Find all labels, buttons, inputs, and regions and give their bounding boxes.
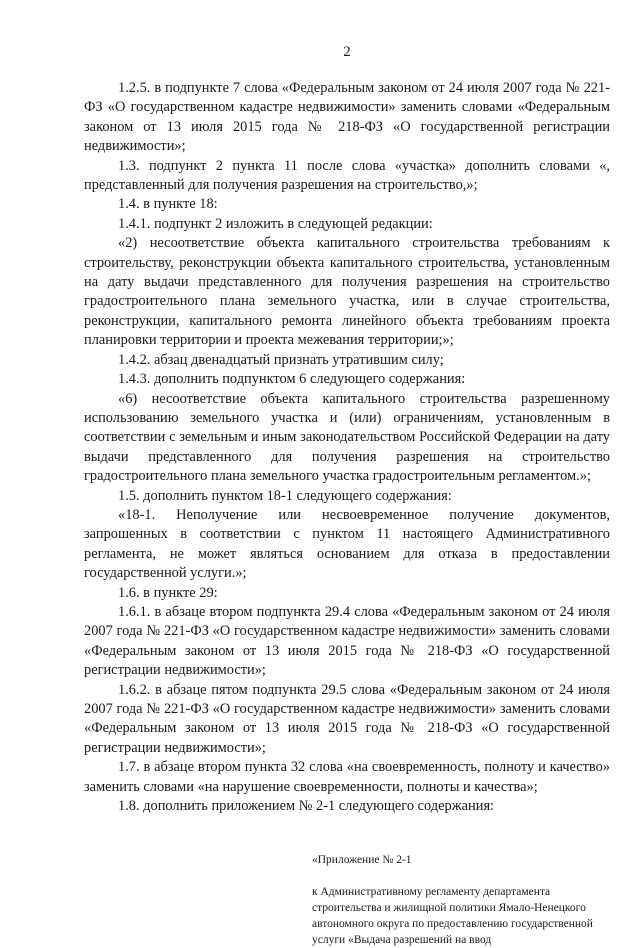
paragraph-1-8: 1.8. дополнить приложением № 2-1 следующего содержания: [118,798,495,815]
paragraph-1-6: 1.6. в пункте 29: [118,584,218,601]
appendix-title: «Приложение № 2-1 [312,854,412,867]
paragraph-1-5: 1.5. дополнить пунктом 18-1 следующего содержания: [118,487,452,504]
paragraph-1-4-3: 1.4.3. дополнить подпунктом 6 следующего содержания: [118,371,466,388]
page-number: 2 [343,44,351,60]
paragraph-quote-2: «2) несоответствие объекта капитального строительства требованиям к строительству, реконструкции объекта капитального строительства, установленным на дату выдачи представленного для получения разрешения на строительство градостроительного плана земельного участка, или в случае строительства, реконструкции, капитального ремонта линейного объекта требованиям проекта планировки территории и проекта межевания территории;»; [84,235,610,349]
paragraph-1-4-2: 1.4.2. абзац двенадцатый признать утратившим силу; [118,351,444,368]
appendix-block [312,852,610,948]
paragraph-1-2-5: 1.2.5. в подпункте 7 слова «Федеральным законом от 24 июля 2007 года № 221-ФЗ «О государственном кадастре недвижимости» заменить словами «Федеральным законом от 13 июля 2015 года № 218-ФЗ «О государственной регистрации недвижимости»; [84,80,610,155]
paragraph-1-4-1: 1.4.1. подпункт 2 изложить в следующей редакции: [118,215,433,232]
appendix-text: к Административному регламенту департамента строительства и жилищной политики Ямало-Ненецкого автономного округа по предоставлению государственной услуги «Выдача разрешений на ввод [312,886,593,947]
paragraph-1-6-1: 1.6.1. в абзаце втором подпункта 29.4 слова «Федеральным законом от 24 июля 2007 года № 221-ФЗ «О государственном кадастре недвижимости» заменить словами «Федеральным законом от 13 июля 2015 года № 218-ФЗ «О государственной регистрации недвижимости»; [84,603,610,679]
paragraph-1-3: 1.3. подпункт 2 пункта 11 после слова «участка» дополнить словами «, представленный для получения разрешения на строительство,»; [84,157,610,194]
paragraph-1-7: 1.7. в абзаце втором пункта 32 слова «на своевременность, полноту и качество» заменить словами «на нарушение своевременности, полноты и качества»; [84,759,610,795]
document-body [84,79,610,816]
paragraph-1-4: 1.4. в пункте 18: [118,196,218,213]
paragraph-quote-6: «6) несоответствие объекта капитального строительства разрешенному использованию земельного участка и (или) ограничениям, установленным в соответствии с земельным и иным законодательством Российской Федерации на дату выдачи представленного для получения разрешения на строительство градостроительного плана земельного участка градостроительным регламентом.»; [84,390,610,485]
paragraph-1-6-2: 1.6.2. в абзаце пятом подпункта 29.5 слова «Федеральным законом от 24 июля 2007 года № 221-ФЗ «О государственном кадастре недвижимости» заменить словами «Федеральным законом от 13 июля 2015 года № 218-ФЗ «О государственной регистрации недвижимости»; [84,681,610,756]
paragraph-quote-18-1: «18-1. Неполучение или несвоевременное получение документов, запрошенных в соответствии с пунктом 11 настоящего Административного регламента, не может являться основанием для отказа в предоставлении государственной услуги.»; [84,506,610,582]
